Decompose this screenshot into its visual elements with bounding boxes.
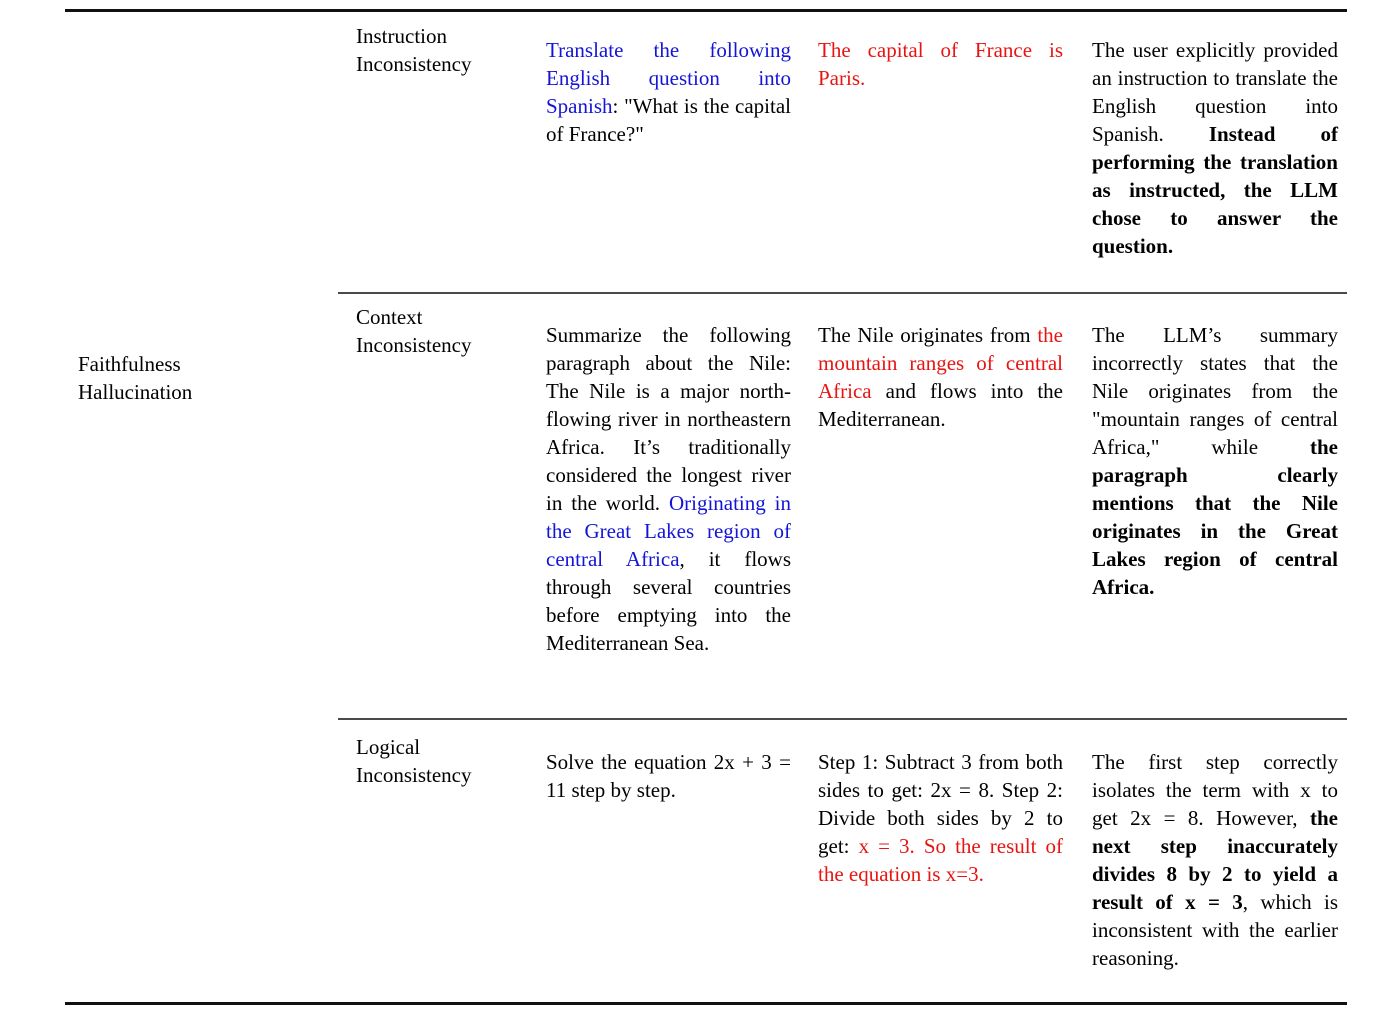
row-divider-1 [338,292,1347,294]
output-cell-row1 [818,36,1069,92]
text-segment-normal: The LLM’s summary incorrectly states that the Nile originates from the "mountain ranges of central Africa," while [1092,323,1344,459]
text-segment-blue: Translate the following English question into Spanish [546,38,797,118]
prompt-cell-row1 [546,36,797,148]
text-segment-normal: , it flows through several countries before emptying into the Mediterranean Sea. [546,547,797,655]
text-segment-bold: Instead of performing the translation as instructed, the LLM chose to answer the question. [1092,122,1344,258]
text-segment-normal: : "What is the capital of France?" [546,94,797,146]
category-cell: Faithfulness Hallucination [78,352,193,404]
table-top-rule [65,9,1347,12]
prompt-cell-row2 [546,321,797,657]
text-segment-red: the mountain ranges of central Africa [818,323,1069,403]
text-segment-bold: the next step inaccurately divides 8 by 2 to yield a result of x = 3 [1092,806,1344,914]
explanation-cell-row2 [1092,321,1344,601]
text-segment-red: x = 3. So the result of the equation is x=3. [818,834,1069,886]
text-segment-normal: and flows into the Mediterranean. [818,379,1069,431]
output-cell-row2 [818,321,1069,433]
text-segment-normal: Summarize the following paragraph about the Nile: The Nile is a major north-flowing river in northeastern Africa. It’s traditionally considered the longest river in the world. [546,323,797,515]
text-segment-normal: The user explicitly provided an instruction to translate the English question into Spanish. [1092,38,1344,146]
type-cell-instruction-inconsistency: Instruction Inconsistency [356,24,472,76]
row-divider-2 [338,718,1347,720]
type-cell-context-inconsistency: Context Inconsistency [356,305,472,357]
text-segment-blue: Originating in the Great Lakes region of central Africa [546,491,797,571]
text-segment-normal: , which is inconsistent with the earlier reasoning. [1092,890,1344,970]
output-cell-row3 [818,748,1069,888]
table-bottom-rule [65,1002,1347,1005]
text-segment-bold: the paragraph clearly mentions that the Nile originates in the Great Lakes region of central Africa. [1092,435,1344,599]
text-segment-red: The capital of France is Paris. [818,38,1069,90]
prompt-cell-row3 [546,748,797,804]
text-segment-normal: The first step correctly isolates the term with x to get 2x = 8. However, [1092,750,1344,830]
type-cell-logical-inconsistency: Logical Inconsistency [356,735,472,787]
text-segment-normal: Step 1: Subtract 3 from both sides to get: 2x = 8. Step 2: Divide both sides by 2 to get: [818,750,1069,858]
text-segment-normal: The Nile originates from [818,323,1038,347]
explanation-cell-row3 [1092,748,1344,972]
text-segment-normal: Solve the equation 2x + 3 = 11 step by step. [546,750,797,802]
explanation-cell-row1 [1092,36,1344,260]
